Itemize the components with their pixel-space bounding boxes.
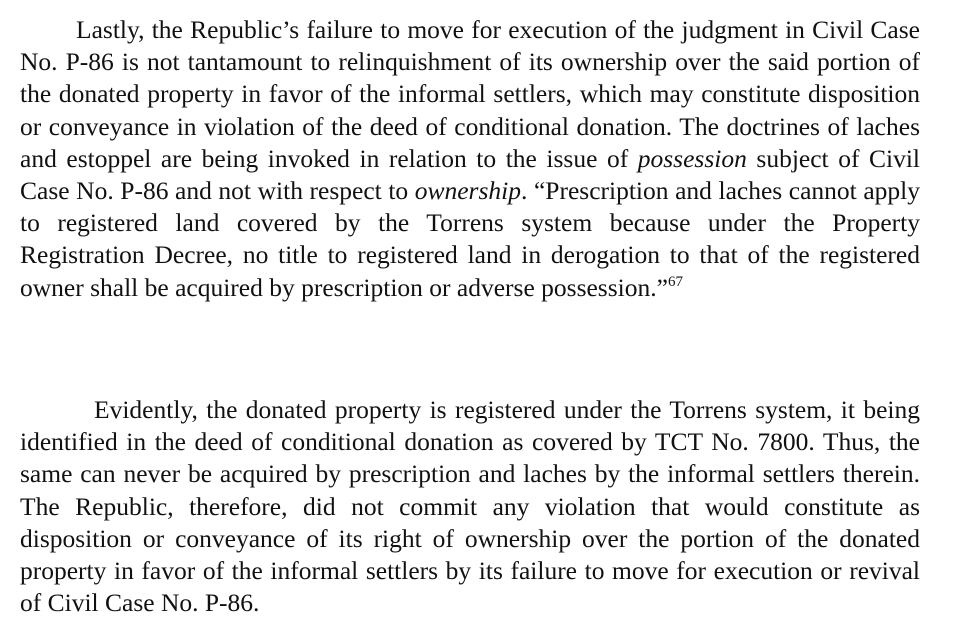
paragraph-torrens — [20, 394, 920, 619]
paragraph-text: subject of Civil Case No. P-86 and not with respect to — [20, 143, 920, 206]
italic-term-ownership: ownership — [414, 176, 521, 206]
italic-term-possession: possession — [637, 143, 747, 173]
paragraph-text: Evidently, the donated property is registered under the Torrens system, it being identified in the deed of conditional donation as covered by TCT No. 7800. Thus, the same can never be acquired by prescription and laches by the informal settlers therein. The Republic, therefore, did not commit any violation that would constitute as disposition or conveyance of its right of ownership over the portion of the donated property in favor of the informal settlers by its failure to move for execution or revival of Civil Case No. P-86. — [20, 395, 920, 618]
quoted-text: . “Prescription and laches cannot apply to registered land covered by the Torrens system because under the Property Registration Decree, no title to registered land in derogation to that of the registered owner shall be acquired by prescription or adverse possession.” — [20, 176, 920, 302]
footnote-reference: 67 — [667, 273, 683, 290]
paragraph-laches — [20, 14, 920, 304]
paragraph-text: Lastly, the Republic’s failure to move for execution of the judgment in Civil Case No. P-86 is not tantamount to relinquishment of its ownership over the said portion of the donated property in favor of the informal settlers, which may constitute disposition or conveyance in violation of the deed of conditional donation. The doctrines of laches and estoppel are being invoked in relation to the issue of — [20, 15, 920, 173]
